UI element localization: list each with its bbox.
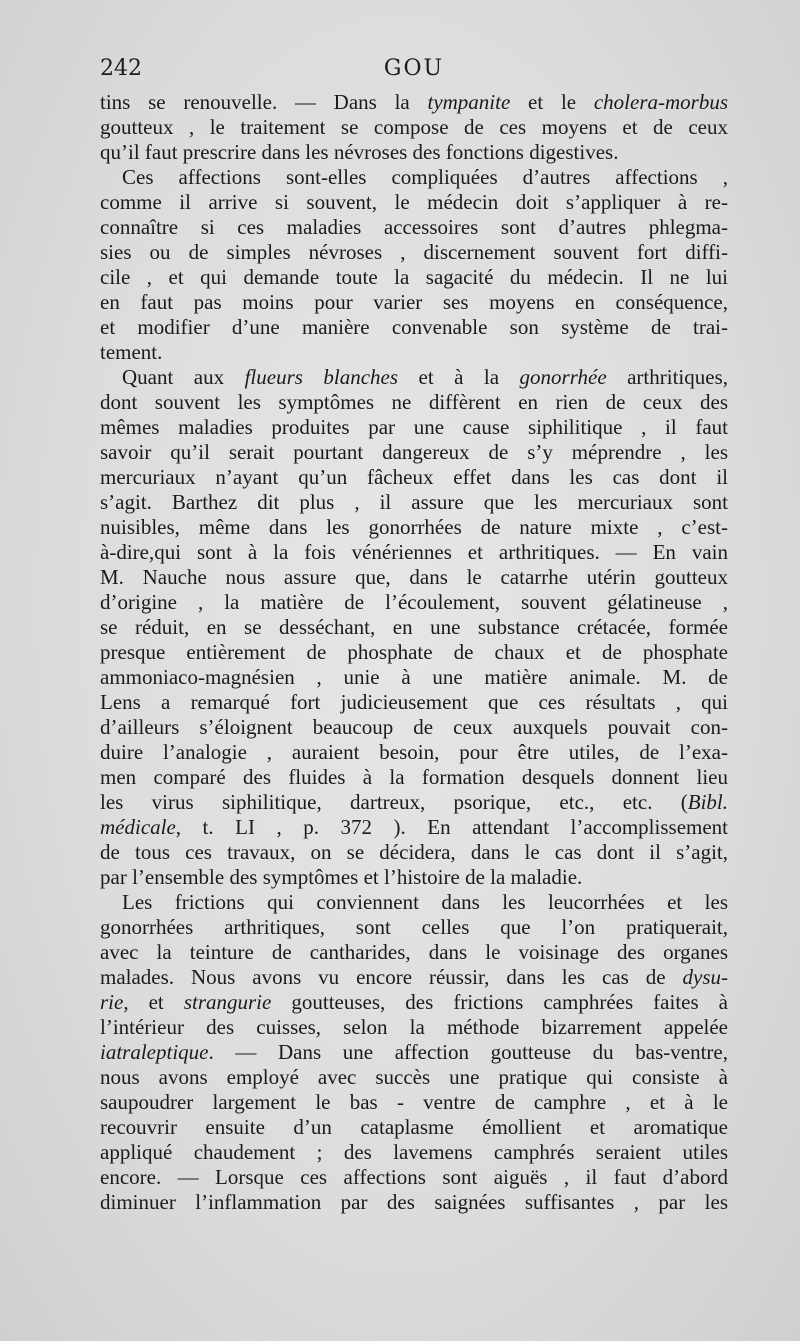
text-line bbox=[100, 815, 728, 840]
text-line bbox=[100, 465, 728, 490]
text-segment: duire l’analogie , auraient besoin, pour être utiles, de l’exa- bbox=[100, 740, 728, 764]
text-line bbox=[100, 740, 728, 765]
text-segment: nous avons employé avec succès une pratique qui consiste à bbox=[100, 1065, 728, 1089]
text-segment: malades. Nous avons vu encore réussir, dans les cas de bbox=[100, 965, 683, 989]
text-line bbox=[100, 1115, 728, 1140]
text-line bbox=[100, 1040, 728, 1065]
text-segment: avec la teinture de cantharides, dans le voisinage des organes bbox=[100, 940, 728, 964]
text-line bbox=[100, 965, 728, 990]
text-line bbox=[100, 990, 728, 1015]
text-line bbox=[100, 1090, 728, 1115]
text-segment: d’ailleurs s’éloignent beaucoup de ceux auxquels pouvait con- bbox=[100, 715, 728, 739]
text-segment: Ces affections sont-elles compliquées d’autres affections , bbox=[122, 165, 728, 189]
text-line bbox=[100, 915, 728, 940]
text-line bbox=[100, 390, 728, 415]
text-line bbox=[100, 940, 728, 965]
text-segment: Lens a remarqué fort judicieusement que ces résultats , qui bbox=[100, 690, 728, 714]
text-line bbox=[100, 565, 728, 590]
text-line bbox=[100, 640, 728, 665]
text-segment: goutteuses, des frictions camphrées faites à bbox=[271, 990, 728, 1014]
text-segment: et à la bbox=[398, 365, 520, 389]
text-segment: nuisibles, même dans les gonorrhées de nature mixte , c’est- bbox=[100, 515, 728, 539]
text-line bbox=[100, 765, 728, 790]
text-segment: gonorrhées arthritiques, sont celles que l’on pratiquerait, bbox=[100, 915, 728, 939]
text-line bbox=[100, 165, 728, 190]
text-line bbox=[100, 865, 728, 890]
text-segment: savoir qu’il serait pourtant dangereux de s’y méprendre , les bbox=[100, 440, 728, 464]
text-segment: recouvrir ensuite d’un cataplasme émollient et aromatique bbox=[100, 1115, 728, 1139]
text-line bbox=[100, 715, 728, 740]
text-segment: Quant aux bbox=[122, 365, 245, 389]
text-segment: et modifier d’une manière convenable son système de trai- bbox=[100, 315, 728, 339]
text-segment: encore. — Lorsque ces affections sont aiguës , il faut d’abord bbox=[100, 1165, 728, 1189]
text-line bbox=[100, 1015, 728, 1040]
italic-text: iatraleptique bbox=[100, 1040, 209, 1064]
text-line bbox=[100, 240, 728, 265]
text-line bbox=[100, 140, 728, 165]
text-segment: M. Nauche nous assure que, dans le catarrhe utérin goutteux bbox=[100, 565, 728, 589]
text-segment: appliqué chaudement ; des lavemens camphrés seraient utiles bbox=[100, 1140, 728, 1164]
text-segment: . — Dans une affection goutteuse du bas-ventre, bbox=[208, 1040, 728, 1064]
italic-text: dysu- bbox=[682, 965, 728, 989]
text-line bbox=[100, 840, 728, 865]
text-segment: men comparé des fluides à la formation desquels donnent lieu bbox=[100, 765, 728, 789]
italic-text: Bibl. bbox=[687, 790, 728, 814]
text-segment: Les frictions qui conviennent dans les leucorrhées et les bbox=[122, 890, 728, 914]
text-segment: s’agit. Barthez dit plus , il assure que les mercuriaux sont bbox=[100, 490, 728, 514]
italic-text: cholera-morbus bbox=[593, 90, 728, 114]
text-segment: d’origine , la matière de l’écoulement, souvent gélatineuse , bbox=[100, 590, 728, 614]
text-segment: les virus siphilitique, dartreux, psorique, etc., etc. ( bbox=[100, 790, 688, 814]
body-text bbox=[100, 90, 728, 1215]
text-line bbox=[100, 290, 728, 315]
italic-text: médicale bbox=[100, 815, 176, 839]
text-line bbox=[100, 190, 728, 215]
text-segment: arthritiques, bbox=[606, 365, 728, 389]
text-line bbox=[100, 515, 728, 540]
text-line bbox=[100, 340, 728, 365]
text-segment: diminuer l’inflammation par des saignées suffisantes , par les bbox=[100, 1190, 728, 1214]
text-line bbox=[100, 1165, 728, 1190]
text-segment: tement. bbox=[100, 340, 163, 364]
page-header bbox=[100, 56, 728, 90]
italic-text: strangurie bbox=[183, 990, 272, 1014]
italic-text: rie bbox=[100, 990, 124, 1014]
italic-text: tympanite bbox=[427, 90, 511, 114]
text-line bbox=[100, 540, 728, 565]
text-segment: de tous ces travaux, on se décidera, dans le cas dont il s’agit, bbox=[100, 840, 728, 864]
text-segment: et le bbox=[510, 90, 594, 114]
text-segment: goutteux , le traitement se compose de ces moyens et de ceux bbox=[100, 115, 728, 139]
text-line bbox=[100, 1140, 728, 1165]
text-line bbox=[100, 415, 728, 440]
text-segment: tins se renouvelle. — Dans la bbox=[100, 90, 428, 114]
text-segment: dont souvent les symptômes ne diffèrent en rien de ceux des bbox=[100, 390, 728, 414]
text-line bbox=[100, 490, 728, 515]
text-segment: presque entièrement de phosphate de chaux et de phosphate bbox=[100, 640, 728, 664]
text-segment: l’intérieur des cuisses, selon la méthode bizarrement appelée bbox=[100, 1015, 728, 1039]
text-line bbox=[100, 90, 728, 115]
text-line bbox=[100, 440, 728, 465]
text-line bbox=[100, 890, 728, 915]
text-line bbox=[100, 665, 728, 690]
text-segment: par l’ensemble des symptômes et l’histoire de la maladie. bbox=[100, 865, 583, 889]
text-segment: connaître si ces maladies accessoires sont d’autres phlegma- bbox=[100, 215, 728, 239]
text-segment: saupoudrer largement le bas - ventre de camphre , et à le bbox=[100, 1090, 728, 1114]
text-segment: qu’il faut prescrire dans les névroses des fonctions digestives. bbox=[100, 140, 619, 164]
text-line bbox=[100, 590, 728, 615]
text-line bbox=[100, 1065, 728, 1090]
text-line bbox=[100, 1190, 728, 1215]
text-line bbox=[100, 365, 728, 390]
text-segment: , et bbox=[123, 990, 184, 1014]
text-segment: en faut pas moins pour varier ses moyens en conséquence, bbox=[100, 290, 728, 314]
text-segment: mercuriaux n’ayant qu’un fâcheux effet dans les cas dont il bbox=[100, 465, 728, 489]
text-line bbox=[100, 690, 728, 715]
running-head: GOU bbox=[383, 56, 445, 81]
text-line bbox=[100, 265, 728, 290]
text-segment: se réduit, en se desséchant, en une substance crétacée, formée bbox=[100, 615, 728, 639]
text-segment: mêmes maladies produites par une cause siphilitique , il faut bbox=[100, 415, 728, 439]
text-segment: à-dire,qui sont à la fois vénériennes et arthritiques. — En vain bbox=[100, 540, 728, 564]
text-segment: , t. LI , p. 372 ). En attendant l’accomplissement bbox=[175, 815, 728, 839]
italic-text: gonorrhée bbox=[519, 365, 607, 389]
text-line bbox=[100, 115, 728, 140]
text-line bbox=[100, 790, 728, 815]
italic-text: flueurs blanches bbox=[244, 365, 399, 389]
text-segment: ammoniaco-magnésien , unie à une matière animale. M. de bbox=[100, 665, 728, 689]
text-segment: sies ou de simples névroses , discernement souvent fort diffi- bbox=[100, 240, 728, 264]
text-segment: cile , et qui demande toute la sagacité du médecin. Il ne lui bbox=[100, 265, 728, 289]
text-line bbox=[100, 315, 728, 340]
text-line bbox=[100, 215, 728, 240]
text-segment: comme il arrive si souvent, le médecin doit s’appliquer à re- bbox=[100, 190, 728, 214]
text-line bbox=[100, 615, 728, 640]
page-number: 242 bbox=[100, 56, 142, 81]
